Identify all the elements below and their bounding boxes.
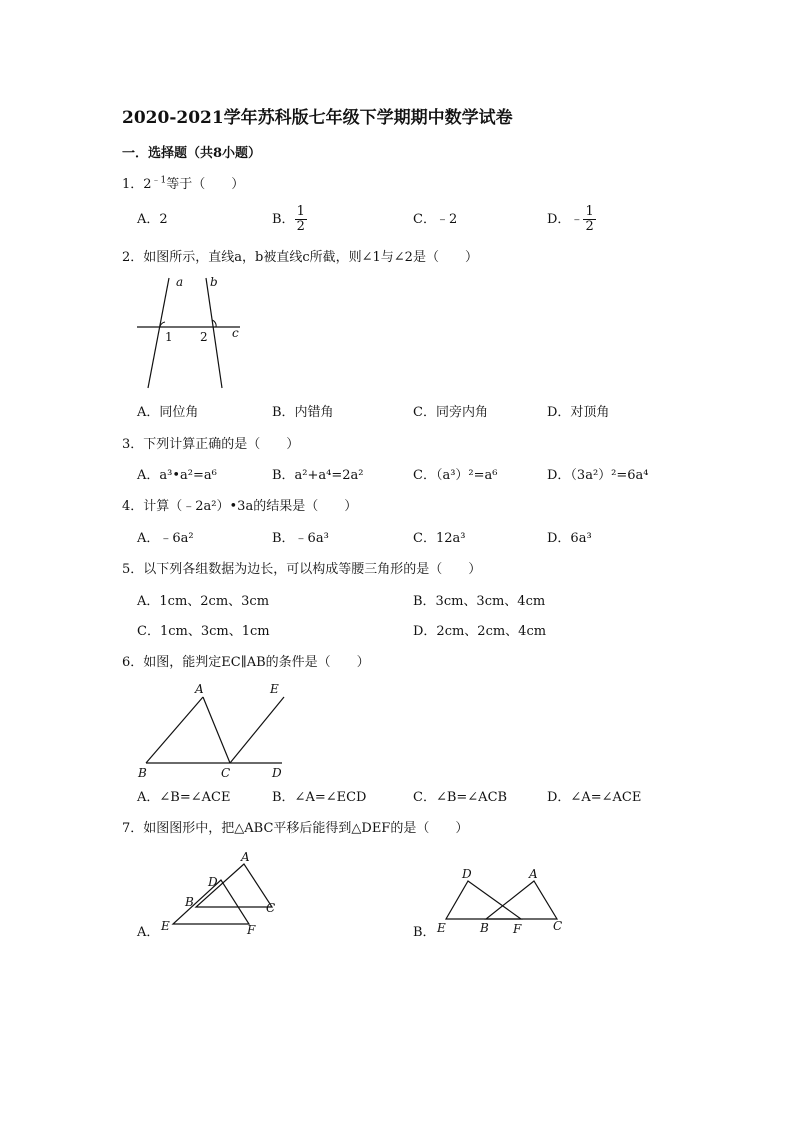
q1-option-b	[272, 205, 307, 235]
question-4-stem: 4．计算（﹣2a²）•3a的结果是（ ）	[122, 499, 358, 514]
q1-option-c: C．﹣2	[413, 212, 458, 227]
q3-option-c: C．（a³）²=a⁶	[413, 468, 498, 483]
q1-option-d-fraction	[583, 205, 595, 234]
q4-option-d: D．6a³	[547, 531, 592, 546]
q5-option-b: B．3cm、3cm、4cm	[413, 594, 546, 609]
question-1-stem	[122, 177, 244, 193]
label-c: c	[232, 326, 239, 340]
q5-option-c: C．1cm、3cm、1cm	[137, 624, 270, 639]
label-c: C	[553, 919, 563, 933]
q2-option-b: B．内错角	[272, 405, 334, 420]
q1-option-b-fraction	[295, 205, 307, 234]
triangle-abc	[486, 881, 557, 919]
segment-ab	[146, 697, 203, 763]
fraction-denominator: 2	[296, 219, 305, 234]
segment-ce	[230, 697, 284, 763]
label-a: A	[195, 682, 204, 696]
label-f: F	[247, 923, 256, 937]
label-d: D	[208, 875, 218, 889]
q6-figure-triangle	[130, 678, 300, 782]
q7-option-b-figure	[430, 862, 570, 940]
q7-option-b-label: B．	[413, 925, 436, 940]
q5-option-d: D．2cm、2cm、4cm	[413, 624, 547, 639]
q1-option-b-prefix: B．	[272, 212, 295, 227]
q6-option-d: D．∠A=∠ACE	[547, 790, 642, 805]
q1-option-a: A．2	[137, 212, 168, 227]
question-6-stem: 6．如图，能判定EC∥AB的条件是（ ）	[122, 655, 370, 670]
q2-option-a: A．同位角	[137, 405, 199, 420]
q4-option-b: B．﹣6a³	[272, 531, 329, 546]
q2-option-d: D．对顶角	[547, 405, 610, 420]
q2-option-c: C．同旁内角	[413, 405, 488, 420]
label-c: C	[266, 901, 276, 915]
label-b: B	[138, 766, 147, 780]
q2-figure-parallel-lines	[130, 272, 250, 394]
label-a: a	[176, 275, 184, 289]
q1-stem-exponent: ﹣1	[151, 175, 167, 186]
q7-option-a-figure	[155, 848, 295, 940]
q1-option-d-prefix: D．﹣	[547, 212, 584, 227]
question-7-stem: 7．如图图形中，把△ABC平移后能得到△DEF的是（ ）	[122, 821, 469, 836]
section-heading: 一．选择题（共8小题）	[122, 146, 262, 161]
label-d: D	[462, 867, 472, 881]
page-title: 2020-2021学年苏科版七年级下学期期中数学试卷	[122, 108, 513, 128]
q1-stem-b: 等于（ ）	[166, 177, 245, 192]
q6-option-a: A．∠B=∠ACE	[137, 790, 231, 805]
label-b: b	[210, 275, 218, 289]
question-2-stem: 2．如图所示，直线a，b被直线c所截，则∠1与∠2是（ ）	[122, 250, 478, 265]
q3-option-a: A．a³•a²=a⁶	[137, 468, 217, 483]
label-c: C	[221, 766, 231, 780]
q7-option-a-label: A．	[137, 925, 160, 940]
q4-option-c: C．12a³	[413, 531, 466, 546]
q1-option-d	[547, 205, 596, 235]
label-e: E	[437, 921, 446, 935]
label-f: F	[513, 922, 522, 936]
question-3-stem: 3．下列计算正确的是（ ）	[122, 437, 300, 452]
q4-option-a: A．﹣6a²	[137, 531, 194, 546]
q3-option-b: B．a²+a⁴=2a²	[272, 468, 364, 483]
label-b: B	[480, 921, 489, 935]
fraction-denominator: 2	[585, 219, 594, 234]
q6-option-b: B．∠A=∠ECD	[272, 790, 367, 805]
question-5-stem: 5．以下列各组数据为边长，可以构成等腰三角形的是（ ）	[122, 562, 482, 577]
q5-option-a: A．1cm、2cm、3cm	[137, 594, 270, 609]
label-a: A	[241, 850, 250, 864]
label-b: B	[185, 895, 194, 909]
label-d: D	[272, 766, 282, 780]
segment-ac	[203, 697, 230, 763]
q1-stem-a: 1．2	[122, 177, 152, 192]
q3-option-d: D．（3a²）²=6a⁴	[547, 468, 649, 483]
fraction-numerator: 1	[585, 204, 594, 219]
label-angle-1: 1	[165, 330, 173, 344]
line-b	[206, 278, 222, 388]
label-angle-2: 2	[200, 330, 208, 344]
label-a: A	[529, 867, 538, 881]
q6-option-c: C．∠B=∠ACB	[413, 790, 508, 805]
label-e: E	[161, 919, 170, 933]
fraction-numerator: 1	[296, 204, 305, 219]
label-e: E	[270, 682, 279, 696]
